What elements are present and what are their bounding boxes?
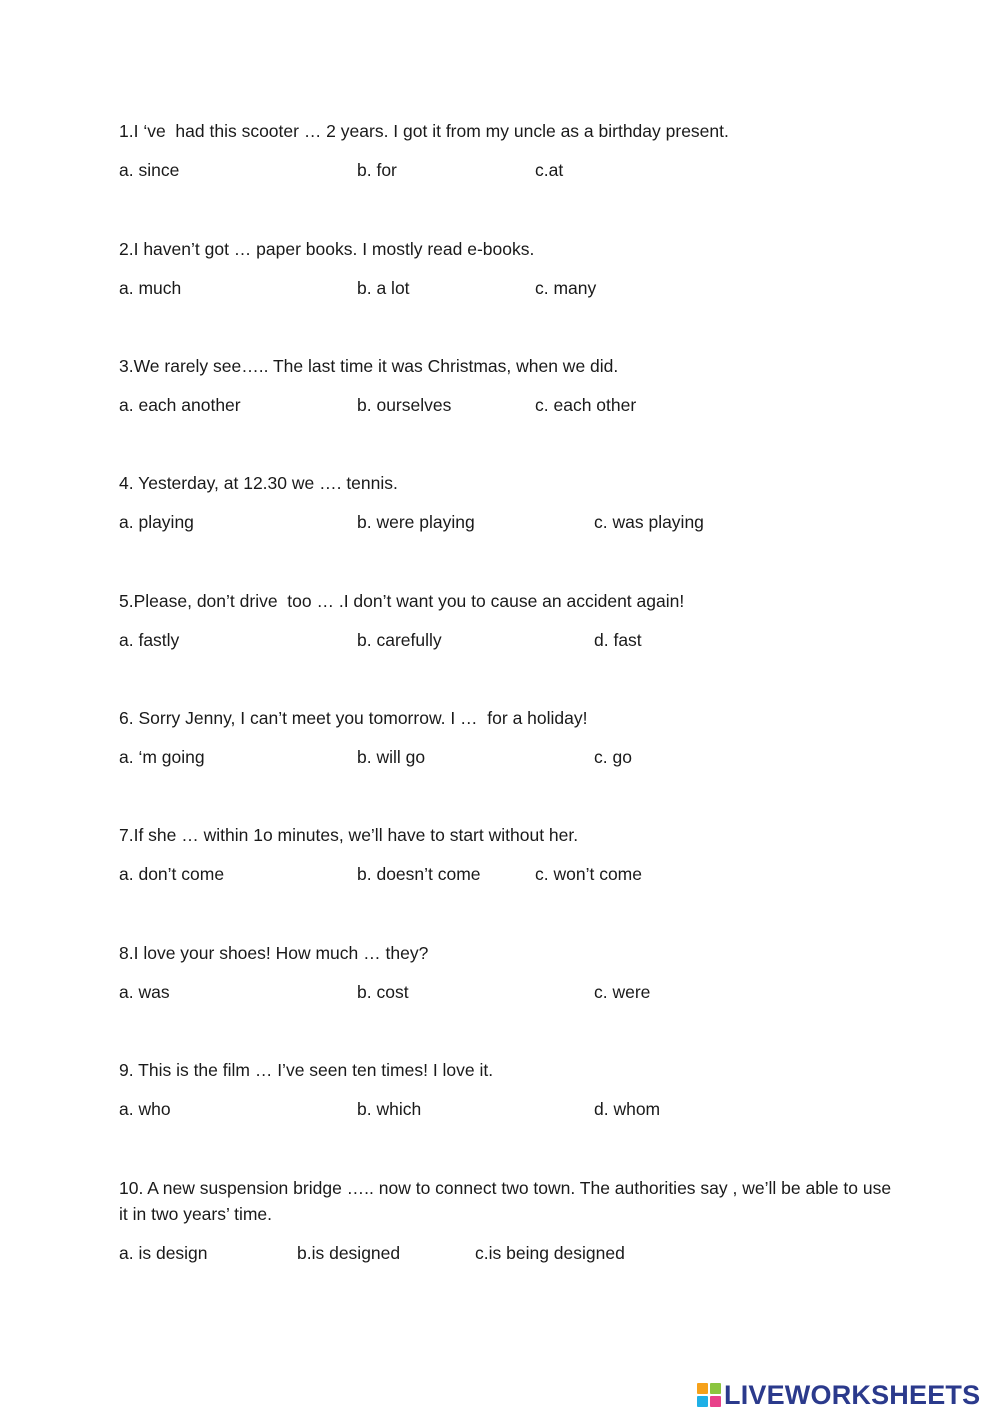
- option-a[interactable]: a. each another: [119, 395, 241, 415]
- option-b[interactable]: b. ourselves: [357, 395, 452, 415]
- answer-options: [119, 392, 899, 418]
- question-5: [119, 588, 899, 653]
- question-9: [119, 1057, 899, 1122]
- question-text: 4. Yesterday, at 12.30 we …. tennis.: [119, 473, 398, 493]
- option-c[interactable]: c.is being designed: [475, 1243, 625, 1263]
- question-text: 9. This is the film … I’ve seen ten times! I love it.: [119, 1060, 494, 1080]
- option-b[interactable]: b. carefully: [357, 630, 442, 650]
- logo-square: [697, 1396, 708, 1407]
- logo-square: [710, 1383, 721, 1394]
- question-text: 3.We rarely see….. The last time it was Christmas, when we did.: [119, 356, 619, 376]
- option-d[interactable]: d. fast: [594, 630, 642, 650]
- question-text: 2.I haven’t got … paper books. I mostly read e-books.: [119, 239, 535, 259]
- option-b[interactable]: b. will go: [357, 747, 426, 767]
- answer-options: [119, 157, 899, 183]
- option-b[interactable]: b.is designed: [297, 1243, 401, 1263]
- option-c[interactable]: c. was playing: [594, 512, 704, 532]
- option-a[interactable]: a. since: [119, 160, 180, 180]
- option-b[interactable]: b. for: [357, 160, 397, 180]
- question-text: 7.If she … within 1o minutes, we’ll have to start without her.: [119, 825, 579, 845]
- answer-options: [119, 744, 899, 770]
- option-c[interactable]: c.at: [535, 160, 564, 180]
- question-3: [119, 353, 899, 418]
- liveworksheets-logo: [697, 1378, 980, 1412]
- question-text: 6. Sorry Jenny, I can’t meet you tomorrow. I … for a holiday!: [119, 708, 588, 728]
- option-a[interactable]: a. much: [119, 278, 182, 298]
- question-10: [119, 1175, 899, 1266]
- answer-options: [119, 509, 899, 535]
- answer-options: [119, 979, 899, 1005]
- option-a[interactable]: a. don’t come: [119, 864, 225, 884]
- question-2: [119, 236, 899, 301]
- option-c[interactable]: c. won’t come: [535, 864, 642, 884]
- logo-text: LIVEWORKSHEETS: [724, 1380, 981, 1410]
- question-8: [119, 940, 899, 1005]
- option-a[interactable]: a. fastly: [119, 630, 180, 650]
- option-b[interactable]: b. were playing: [357, 512, 475, 532]
- logo-square: [710, 1396, 721, 1407]
- option-b[interactable]: b. doesn’t come: [357, 864, 481, 884]
- option-a[interactable]: a. playing: [119, 512, 194, 532]
- option-a[interactable]: a. is design: [119, 1243, 208, 1263]
- option-d[interactable]: d. whom: [594, 1099, 661, 1119]
- logo-square: [697, 1383, 708, 1394]
- question-1: [119, 118, 899, 183]
- option-a[interactable]: a. who: [119, 1099, 171, 1119]
- question-text: 8.I love your shoes! How much … they?: [119, 943, 429, 963]
- option-b[interactable]: b. a lot: [357, 278, 410, 298]
- option-b[interactable]: b. cost: [357, 982, 409, 1002]
- question-text: 1.I ‘ve had this scooter … 2 years. I got it from my uncle as a birthday present.: [119, 121, 729, 141]
- answer-options: [119, 861, 899, 887]
- option-b[interactable]: b. which: [357, 1099, 422, 1119]
- option-c[interactable]: c. many: [535, 278, 597, 298]
- question-4: [119, 470, 899, 535]
- option-a[interactable]: a. was: [119, 982, 170, 1002]
- answer-options: [119, 275, 899, 301]
- question-text: 10. A new suspension bridge ….. now to connect two town. The authorities say , we’ll be able to use it in two years’ time.: [119, 1178, 896, 1224]
- option-a[interactable]: a. ‘m going: [119, 747, 205, 767]
- option-c[interactable]: c. were: [594, 982, 651, 1002]
- question-text: 5.Please, don’t drive too … .I don’t want you to cause an accident again!: [119, 591, 685, 611]
- answer-options: [119, 1240, 899, 1266]
- option-c[interactable]: c. go: [594, 747, 632, 767]
- question-6: [119, 705, 899, 770]
- liveworksheets-logo-icon: [697, 1383, 721, 1407]
- option-c[interactable]: c. each other: [535, 395, 637, 415]
- answer-options: [119, 627, 899, 653]
- question-7: [119, 822, 899, 887]
- answer-options: [119, 1096, 899, 1122]
